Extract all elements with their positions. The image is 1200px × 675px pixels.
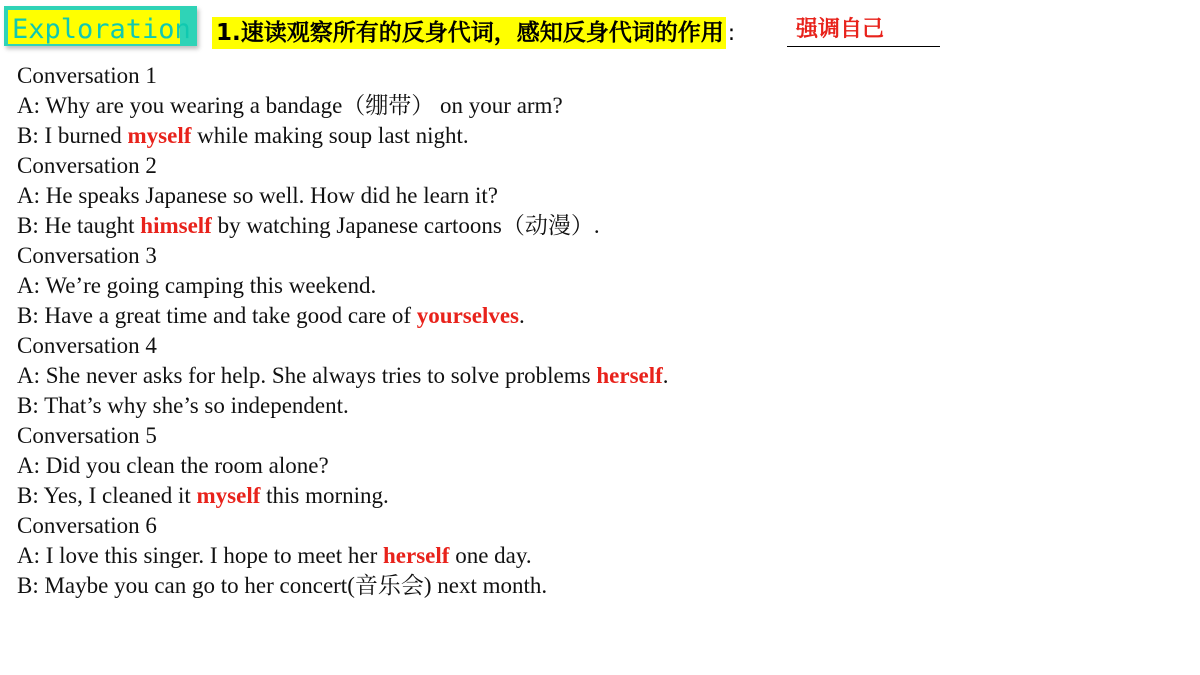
reflexive-pronoun: herself	[596, 363, 663, 388]
line-text: .	[662, 363, 669, 388]
answer-blank	[787, 14, 940, 47]
reflexive-pronoun: himself	[140, 213, 212, 238]
line-text: B: He taught	[17, 213, 141, 238]
dialogue-line	[17, 121, 1177, 151]
line-text: while making soup last night.	[191, 123, 469, 148]
conversation-title: Conversation 3	[17, 243, 157, 268]
dialogue-line	[17, 181, 1177, 211]
task-prompt	[212, 16, 735, 50]
dialogue-line	[17, 91, 1177, 121]
conversation-title: Conversation 2	[17, 153, 157, 178]
answer-text: 强调自己	[796, 17, 885, 42]
conversation-title: Conversation 1	[17, 63, 157, 88]
conversation-title: Conversation 5	[17, 423, 157, 448]
dialogue-line	[17, 541, 1177, 571]
dialogue-line	[17, 451, 1177, 481]
conversation-title: Conversation 4	[17, 333, 157, 358]
line-text: B: Have a great time and take good care of	[17, 303, 417, 328]
dialogue-line	[17, 361, 1177, 391]
line-text: A: I love this singer. I hope to meet her	[17, 543, 384, 568]
line-text: A: She never asks for help. She always tries to solve problems	[17, 363, 597, 388]
dialogue-line	[17, 481, 1177, 511]
reflexive-pronoun: myself	[196, 483, 261, 508]
line-text: A: We’re going camping this weekend.	[17, 273, 377, 298]
task-prompt-text: 1.速读观察所有的反身代词，感知反身代词的作用	[212, 17, 726, 49]
line-text: one day.	[449, 543, 532, 568]
dialogue-line	[17, 211, 1177, 241]
reflexive-pronoun: yourselves	[416, 303, 519, 328]
line-text: B: Maybe you can go to her concert(音乐会) next month.	[17, 573, 548, 598]
line-text: by watching Japanese cartoons（动漫）.	[211, 213, 600, 238]
reflexive-pronoun: myself	[127, 123, 192, 148]
task-prompt-colon: :	[727, 20, 736, 46]
line-text: .	[519, 303, 525, 328]
line-text: B: Yes, I cleaned it	[17, 483, 197, 508]
dialogue-line	[17, 571, 1177, 601]
dialogue-line	[17, 271, 1177, 301]
line-text: this morning.	[260, 483, 389, 508]
reflexive-pronoun: herself	[383, 543, 450, 568]
dialogue-line	[17, 301, 1177, 331]
line-text: A: Did you clean the room alone?	[17, 453, 329, 478]
dialogue-line	[17, 391, 1177, 421]
line-text: B: That’s why she’s so independent.	[17, 393, 349, 418]
conversation-list	[17, 61, 1177, 601]
conversation-title: Conversation 6	[17, 513, 157, 538]
exploration-badge	[4, 6, 197, 46]
line-text: A: He speaks Japanese so well. How did he learn it?	[17, 183, 498, 208]
exploration-label: Exploration	[12, 14, 191, 45]
line-text: A: Why are you wearing a bandage（绷带） on your arm?	[17, 93, 563, 118]
line-text: B: I burned	[17, 123, 128, 148]
